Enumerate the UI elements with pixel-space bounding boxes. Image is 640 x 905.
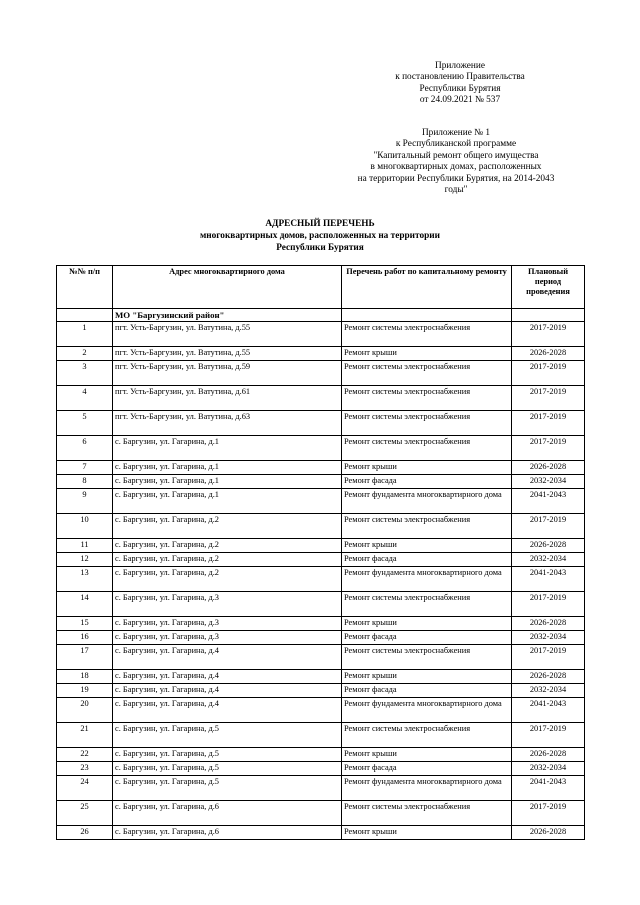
row-address: пгт. Усть-Баргузин, ул. Ватутина, д.55 xyxy=(113,347,342,361)
row-address: с. Баргузин, ул. Гагарина, д.5 xyxy=(113,748,342,762)
table-row xyxy=(57,748,585,762)
row-period: 2041-2043 xyxy=(512,698,585,723)
table-row xyxy=(57,592,585,617)
table-row xyxy=(57,631,585,645)
row-work: Ремонт фундамента многоквартирного дома xyxy=(342,776,512,801)
row-number: 1 xyxy=(57,322,113,347)
row-address: с. Баргузин, ул. Гагарина, д.5 xyxy=(113,762,342,776)
table-row xyxy=(57,475,585,489)
row-number: 14 xyxy=(57,592,113,617)
section-empty-cell xyxy=(57,309,113,322)
row-period: 2017-2019 xyxy=(512,514,585,539)
row-address: с. Баргузин, ул. Гагарина, д.1 xyxy=(113,475,342,489)
row-period: 2017-2019 xyxy=(512,386,585,411)
row-work: Ремонт фундамента многоквартирного дома xyxy=(342,489,512,514)
row-work: Ремонт крыши xyxy=(342,461,512,475)
header-period: Плановый период проведения xyxy=(512,266,585,309)
row-address: пгт. Усть-Баргузин, ул. Ватутина, д.55 xyxy=(113,322,342,347)
row-period: 2026-2028 xyxy=(512,347,585,361)
row-work: Ремонт системы электроснабжения xyxy=(342,436,512,461)
table-row xyxy=(57,670,585,684)
header-num: №№ п/п xyxy=(57,266,113,309)
row-number: 7 xyxy=(57,461,113,475)
appendix-header-line: от 24.09.2021 № 537 xyxy=(419,95,501,106)
appendix-sub-header xyxy=(340,128,572,196)
row-number: 19 xyxy=(57,684,113,698)
row-work: Ремонт крыши xyxy=(342,617,512,631)
row-work: Ремонт системы электроснабжения xyxy=(342,386,512,411)
appendix-sub-line: в многоквартирных домах, расположенных xyxy=(370,162,542,173)
row-number: 11 xyxy=(57,539,113,553)
row-period: 2041-2043 xyxy=(512,489,585,514)
row-number: 26 xyxy=(57,826,113,840)
row-work: Ремонт крыши xyxy=(342,670,512,684)
row-number: 9 xyxy=(57,489,113,514)
row-period: 2017-2019 xyxy=(512,436,585,461)
row-work: Ремонт крыши xyxy=(342,539,512,553)
row-period: 2017-2019 xyxy=(512,411,585,436)
row-number: 8 xyxy=(57,475,113,489)
appendix-header-line: к постановлению Правительства xyxy=(395,72,525,83)
row-work: Ремонт системы электроснабжения xyxy=(342,723,512,748)
row-work: Ремонт системы электроснабжения xyxy=(342,514,512,539)
row-period: 2017-2019 xyxy=(512,361,585,386)
row-address: с. Баргузин, ул. Гагарина, д.4 xyxy=(113,698,342,723)
appendix-header xyxy=(360,61,560,107)
appendix-sub-line: Приложение № 1 xyxy=(421,128,491,138)
section-row xyxy=(57,309,585,322)
row-address: с. Баргузин, ул. Гагарина, д.2 xyxy=(113,539,342,553)
row-address: с. Баргузин, ул. Гагарина, д.3 xyxy=(113,631,342,645)
address-list-table xyxy=(56,265,585,840)
row-address: с. Баргузин, ул. Гагарина, д.5 xyxy=(113,723,342,748)
row-address: с. Баргузин, ул. Гагарина, д.5 xyxy=(113,776,342,801)
table-row xyxy=(57,553,585,567)
row-period: 2041-2043 xyxy=(512,567,585,592)
row-work: Ремонт системы электроснабжения xyxy=(342,592,512,617)
row-work: Ремонт фундамента многоквартирного дома xyxy=(342,698,512,723)
table-row xyxy=(57,436,585,461)
row-address: с. Баргузин, ул. Гагарина, д.1 xyxy=(113,489,342,514)
table-row xyxy=(57,489,585,514)
table-row xyxy=(57,801,585,826)
row-period: 2017-2019 xyxy=(512,322,585,347)
row-address: с. Баргузин, ул. Гагарина, д.2 xyxy=(113,553,342,567)
title-line-1: АДРЕСНЫЙ ПЕРЕЧЕНЬ xyxy=(265,219,375,229)
row-work: Ремонт фасада xyxy=(342,684,512,698)
row-number: 13 xyxy=(57,567,113,592)
row-period: 2032-2034 xyxy=(512,631,585,645)
table-row xyxy=(57,361,585,386)
row-work: Ремонт системы электроснабжения xyxy=(342,411,512,436)
table-row xyxy=(57,762,585,776)
row-number: 5 xyxy=(57,411,113,436)
appendix-sub-line: к Республиканской программе xyxy=(395,139,517,150)
row-period: 2017-2019 xyxy=(512,801,585,826)
row-period: 2032-2034 xyxy=(512,553,585,567)
appendix-header-line: Республики Бурятия xyxy=(419,83,501,94)
row-work: Ремонт крыши xyxy=(342,748,512,762)
row-period: 2026-2028 xyxy=(512,670,585,684)
row-number: 2 xyxy=(57,347,113,361)
row-period: 2017-2019 xyxy=(512,645,585,670)
document-title xyxy=(56,218,584,254)
row-period: 2026-2028 xyxy=(512,826,585,840)
table-row xyxy=(57,776,585,801)
row-period: 2032-2034 xyxy=(512,684,585,698)
section-empty-cell xyxy=(512,309,585,322)
table-row xyxy=(57,386,585,411)
row-number: 17 xyxy=(57,645,113,670)
appendix-sub-line: годы" xyxy=(444,185,468,196)
appendix-sub-line: "Капитальный ремонт общего имущества xyxy=(373,150,539,161)
row-number: 20 xyxy=(57,698,113,723)
row-address: с. Баргузин, ул. Гагарина, д.2 xyxy=(113,567,342,592)
row-work: Ремонт фундамента многоквартирного дома xyxy=(342,567,512,592)
row-work: Ремонт крыши xyxy=(342,347,512,361)
row-address: с. Баргузин, ул. Гагарина, д.3 xyxy=(113,617,342,631)
row-address: с. Баргузин, ул. Гагарина, д.4 xyxy=(113,684,342,698)
table-row xyxy=(57,411,585,436)
row-number: 25 xyxy=(57,801,113,826)
row-work: Ремонт фасада xyxy=(342,631,512,645)
row-work: Ремонт системы электроснабжения xyxy=(342,645,512,670)
row-number: 10 xyxy=(57,514,113,539)
table-row xyxy=(57,645,585,670)
row-number: 4 xyxy=(57,386,113,411)
header-works: Перечень работ по капитальному ремонту xyxy=(342,266,512,309)
row-address: с. Баргузин, ул. Гагарина, д.4 xyxy=(113,645,342,670)
row-work: Ремонт системы электроснабжения xyxy=(342,801,512,826)
table-row xyxy=(57,514,585,539)
row-work: Ремонт фасада xyxy=(342,475,512,489)
row-work: Ремонт крыши xyxy=(342,826,512,840)
row-period: 2017-2019 xyxy=(512,592,585,617)
row-work: Ремонт фасада xyxy=(342,762,512,776)
table-row xyxy=(57,723,585,748)
section-name: МО "Баргузинский район" xyxy=(113,309,342,322)
table-row xyxy=(57,826,585,840)
row-number: 3 xyxy=(57,361,113,386)
row-work: Ремонт системы электроснабжения xyxy=(342,361,512,386)
row-address: с. Баргузин, ул. Гагарина, д.6 xyxy=(113,801,342,826)
row-number: 15 xyxy=(57,617,113,631)
row-period: 2017-2019 xyxy=(512,723,585,748)
table-row xyxy=(57,617,585,631)
row-address: пгт. Усть-Баргузин, ул. Ватутина, д.61 xyxy=(113,386,342,411)
row-number: 23 xyxy=(57,762,113,776)
row-work: Ремонт фасада xyxy=(342,553,512,567)
table-row xyxy=(57,539,585,553)
row-period: 2026-2028 xyxy=(512,539,585,553)
row-work: Ремонт системы электроснабжения xyxy=(342,322,512,347)
row-number: 18 xyxy=(57,670,113,684)
table-header-row xyxy=(57,266,585,309)
row-address: с. Баргузин, ул. Гагарина, д.2 xyxy=(113,514,342,539)
row-address: с. Баргузин, ул. Гагарина, д.1 xyxy=(113,436,342,461)
header-address: Адрес многоквартирного дома xyxy=(113,266,342,309)
row-address: с. Баргузин, ул. Гагарина, д.3 xyxy=(113,592,342,617)
row-period: 2026-2028 xyxy=(512,748,585,762)
row-number: 6 xyxy=(57,436,113,461)
row-number: 21 xyxy=(57,723,113,748)
row-period: 2026-2028 xyxy=(512,461,585,475)
row-number: 22 xyxy=(57,748,113,762)
row-period: 2032-2034 xyxy=(512,475,585,489)
title-line-3: Республики Бурятия xyxy=(276,243,364,253)
table-row xyxy=(57,684,585,698)
row-address: пгт. Усть-Баргузин, ул. Ватутина, д.59 xyxy=(113,361,342,386)
table-row xyxy=(57,461,585,475)
section-empty-cell xyxy=(342,309,512,322)
row-period: 2026-2028 xyxy=(512,617,585,631)
row-address: с. Баргузин, ул. Гагарина, д.6 xyxy=(113,826,342,840)
row-address: с. Баргузин, ул. Гагарина, д.4 xyxy=(113,670,342,684)
table-row xyxy=(57,322,585,347)
table-row xyxy=(57,698,585,723)
row-number: 24 xyxy=(57,776,113,801)
appendix-sub-line: на территории Республики Бурятия, на 2014-2043 xyxy=(357,173,555,184)
table-row xyxy=(57,347,585,361)
table-row xyxy=(57,567,585,592)
title-line-2: многоквартирных домов, расположенных на территории xyxy=(199,231,441,241)
row-period: 2041-2043 xyxy=(512,776,585,801)
row-number: 12 xyxy=(57,553,113,567)
row-period: 2032-2034 xyxy=(512,762,585,776)
row-address: с. Баргузин, ул. Гагарина, д.1 xyxy=(113,461,342,475)
appendix-header-line: Приложение xyxy=(435,61,485,71)
row-address: пгт. Усть-Баргузин, ул. Ватутина, д.63 xyxy=(113,411,342,436)
row-number: 16 xyxy=(57,631,113,645)
